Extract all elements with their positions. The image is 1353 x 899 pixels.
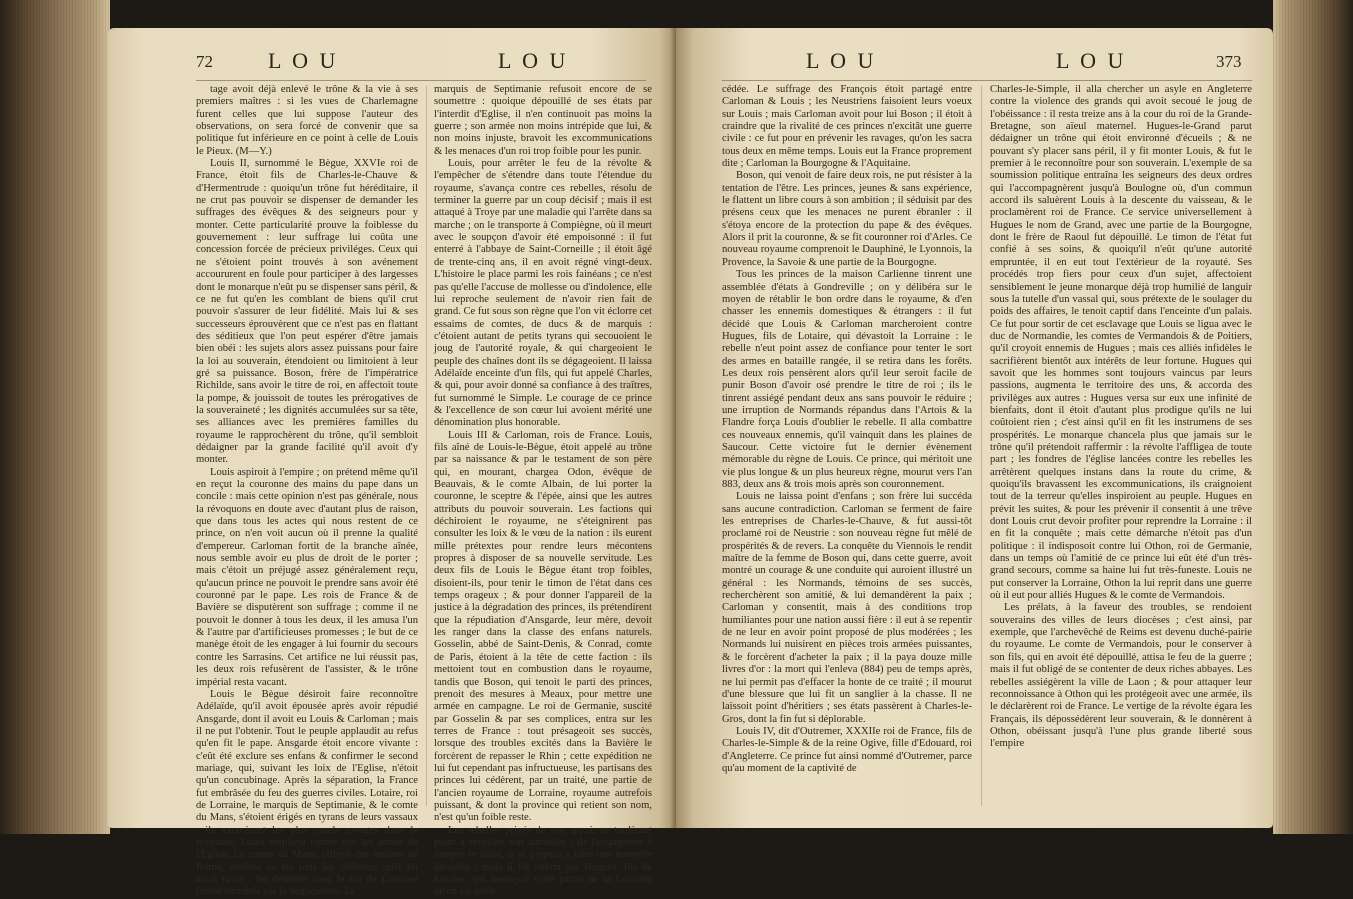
paragraph: Louis III & Carloman, rois de France. Louis, fils aîné de Louis-le-Bègue, étoit appelé au trône par sa naissance & par le testament de son père qui, en mourant, chargea Odon, évêque de Beauvais, & le comte Albain, de lui porter la couronne, le sceptre & l'épée, ainsi que les autres attributs du pouvoir souverain. Les factions qui déchiroient le royaume, ne s'éteignirent pas consulter les loix & le vœu de la nation : ils eurent mille prétextes pour rendre leurs mécontens propres à disposer de sa nouvelle servitude. Les deux fils de Louis le Bègue étant trop foibles, disoient-ils, pour tenir le timon de l'état dans ces temps orageux ; & pour donner l'appareil de la justice à la dégradation des princes, ils prétendirent que la répudiation d'Ansgarde, leur mère, devoit les ranger dans la classe des enfans naturels. Gosselin, abbé de Saint-Denis, & Conrad, comte de Paris, étoient à la tête de cette faction : ils mettoient tout en combustion dans le royaume, tandis que Boson, qui tenoit le parti des princes, prenoit des mesures à Meaux, pour mettre une armée en campagne. Le roi de Germanie, suscité par Gosselin & par ses complices, entra sur les terres de France : tout présageoit ses succès, lorsque des troubles excités dans la Bavière le forcèrent de repasser le Rhin ; cette expédition ne lui fut cependant pas infructueuse, les partisans des princes lui cédèrent, par un traité, une partie de l'ancien royaume de Lorraine, royaume autrefois puissant, & dont la province qui retient son nom, n'est qu'un foible reste.: [434, 429, 652, 824]
paragraph: Les rebelles privés de son appui, ne tardèrent point à réveiller son ambition ; ils l'engagèrent à rompre le traité, il se prépara à faire une nouvelle invasion ; mais il fut retenu par Hugues, fils de Lotaire, qui menaçoit cette partie de la Lorraine qu'on lui avoit: [434, 824, 652, 898]
paragraph: Tous les princes de la maison Carlienne tinrent une assemblée d'états à Gondreville ; on y délibéra sur le moyen de rétablir le bon ordre dans le royaume, & d'en chasser les ennemis domestiques & étrangers : il fut décidé que Louis & Carloman marcheroient contre Hugues, fils de Lotaire, qui dévastoit la Lorraine : le rebelle n'eut point assez de confiance pour tenter le sort des armes en bataille rangée, il se retira dans les forêts. Les deux rois pensèrent alors qu'il leur seroit facile de punir Boson d'avoir osé prendre le titre de roi ; ils le tinrent assiégé pendant deux ans sans pouvoir le réduire ; une irruption de Normands répandus dans l'Artois & la Flandre força Louis d'oublier le rebelle. Il alla combattre ces nouveaux ennemis, qu'il vainquit dans les plaines de Saucour. Cette victoire fut le dernier évènement mémorable du règne de Louis. Ce prince, qui méritoit une vie plus longue & un plus heureux règne, mourut vers l'an 883, deux ans & trois mois après son couronnement.: [722, 269, 972, 490]
paragraph: Louis, pour arrêter le feu de la révolte & l'empêcher de s'étendre dans toute l'étendue du royaume, s'avança contre ces rebelles, résolu de terminer la guerre par un coup décisif ; mais il est attaqué à Troye par une maladie qui l'arrête dans sa marche ; on le transporte à Compiègne, où il meurt avec le soupçon d'avoir été empoisonné : il fut enterré à l'abbaye de Saint-Corneille ; il étoit âgé de trente-cinq ans, il en avoit régné vingt-deux. L'histoire le place parmi les rois fainéans ; ce n'est pas qu'elle l'accuse de mollesse ou d'indolence, elle lui reproche seulement de n'avoir rien fait de grand. Ce fut sous son règne que l'on vit éclorre cet essaims de comtes, de ducs & de marquis : c'étoient autant de petits tyrans qui secouoient le joug de l'autorité royale, & qui chargeoient le peuple des chaînes dont ils se dégageoient. Il laissa Adélaïde enceinte d'un fils, qui fut appelé Charles, & qui, pour avoir donné sa confiance à des traîtres, fut surnommé le Simple. Le courage de ce prince & l'excellence de son cœur lui avoient mérité une dénomination plus honorable.: [434, 158, 652, 429]
left-running-head: [108, 48, 676, 80]
right-page: [676, 28, 1273, 828]
right-column-1: [722, 84, 972, 814]
left-head-title-1: L O U: [268, 48, 339, 73]
paragraph: Boson, qui venoit de faire deux rois, ne put résister à la tentation de l'être. Les princes, jeunes & sans expérience, le flattent un libre cours à son ambition ; il séduisit par des présens ceux que les menaces ne purent ébranler : il s'étoya encore de la protection du pape & des évêques. Alors il prit la couronne, & se fit couronner roi d'Arles. Ce nouveau royaume comprenoit le Dauphiné, le Lyonnois, la Provence, la Savoie & une partie de la Bourgogne.: [722, 170, 972, 268]
left-column-divider: [426, 86, 427, 806]
paragraph: Les prélats, à la faveur des troubles, se rendoient souverains des villes de leurs diocèses ; c'est ainsi, par exemple, que l'archevêché de Reims est devenu duché-pairie du royaume. Le comte de Vermandois, pour le conserver à son fils, qui en avoit été dépouillé, attisa le feu de la guerre ; mais il fut obligé de se contenter de deux riches abbayes. Les rebelles assiégèrent la ville de Laon ; & pour attaquer leur reconnoissance à Othon qui les protégeoit avec une armée, ils le déclarèrent roi de France. Le vertige de la révolte égara les Français, ils dépossédèrent leur souverain, & le donnèrent à Othon, obéissant jusqu'à l'une plus grande liberté sous l'empire: [990, 602, 1252, 750]
paragraph: tage avoit déjà enlevé le trône & la vie à ses premiers maîtres : si les vues de Charlemagne furent celles que lui suppose l'auteur des observations, on sera forcé de convenir que sa politique fut inférieure en ce point à celle de Louis le Pieux. (M—Y.): [196, 84, 418, 157]
right-head-rule: [722, 80, 1252, 81]
paragraph: Louis le Bègue désiroit faire reconnoître Adélaïde, qu'il avoit épousée après avoir répudié Ansgarde, dont il avoit eu Louis & Carloman ; mais il ne put l'obtenir. Tout le peuple applaudit au refus qu'en fit le pape. Ansgarde étoit encore vivante : c'eût été exclure ses enfans & confirmer le second mariage, qui, suivant les loix de l'Eglise, n'étoit qu'un concubinage. Après la séparation, la France fut embrâsée du feu des guerres civiles. Lotaire, roi de Lorraine, le marquis de Septimanie, & le comte du Mans, s'étoient érigés en tyrans de leurs vassaux : ils exercèrent les plus cruels ravages dans le royaume. Louis employa contre eux les armes de l'Eglise. Le comte du Mans, effrayé des foudres de Rome, restitua au roi tous les châteaux qu'il lui avoit ravis : les démêlés avec le roi de Lorraine furent terminés par la négociation. Le: [196, 688, 418, 898]
right-running-head: [676, 48, 1273, 80]
right-page-number: 373: [1216, 52, 1242, 71]
right-head-title-1: L O U: [806, 48, 877, 73]
paragraph: marquis de Septimanie refusoit encore de se soumettre : quoique dépouillé de ses états par l'interdit d'Eglise, il n'en continuoit pas moins la guerre ; son armée non moins intrépide que lui, & non moins injuste, bravoit les excommunications & les menaces d'un roi trop foible pour les punir.: [434, 84, 652, 157]
left-page-edges: [0, 0, 110, 834]
left-column-1: [196, 84, 418, 898]
left-page-number: 72: [196, 52, 213, 71]
left-column-2: [434, 84, 652, 898]
right-head-title-2: L O U: [1056, 48, 1127, 73]
right-column-divider: [981, 86, 982, 806]
right-page-edges: [1273, 0, 1353, 834]
paragraph: Louis IV, dit d'Outremer, XXXIIe roi de France, fils de Charles-le-Simple & de la reine Ogive, fille d'Edouard, roi d'Angleterre. Ce prince fut ainsi nommé d'Outremer, parce qu'au moment de la captivité de: [722, 725, 972, 774]
left-head-title-2: L O U: [498, 48, 569, 73]
left-head-rule: [196, 80, 646, 81]
paragraph: Louis ne laissa point d'enfans ; son frère lui succéda sans aucune contradiction. Carloman se ferment de faire les entreprises de Charles-le-Chauve, & fut aussi-tôt proclamé roi de Neustrie : son nouveau règne fut mêlé de prospérités & de revers. La conquête du Viennois le rendit maître de la femme de Boson qui, dans cette guerre, avoit montré un courage & une conduite qui auroient illustré un général : les Normands, témoins de ses succès, recherchèrent son amitié, & lui demandèrent la paix ; Carloman y consentit, mais à des conditions trop humiliantes pour une nation aussi fière : il eut à se repentir de ne leur en avoir point proposé de plus modérées ; les Normands lui nuisirent en pièces trois armées puissantes, & le forcèrent d'acheter la paix ; il la paya douze mille livres d'or : la mort qui l'enleva (884) peu de temps après, ne lui permit pas d'effacer la honte de ce traité ; il mourut d'une blessure que lui fit un sanglier à la chasse. Il ne laissoit point d'héritiers ; ses états passèrent à Charles-le-Gros, dont la fin fut si déplorable.: [722, 491, 972, 725]
paragraph: Louis II, surnommé le Bègue, XXVIe roi de France, étoit fils de Charles-le-Chauve & d'Hermentrude : quoiqu'un trône fut héréditaire, il ne crut pas pouvoir se dispenser de demander les suffrages des évêques & des seigneurs pour y monter. Cette particularité prouve la foiblesse du gouvernement : leur suffrage lui coûta une concession forcée de précieux priviléges. Ceux qui ne s'étoient point trouvés à son avénement accoururent en foule pour participer à des largesses dont le monarque n'eût pu se dispenser sans péril, & ce ne fut qu'en les comblant de biens qu'il crut pouvoir s'assurer de leur fidélité. Mais lui & ses successeurs éprouvèrent que ce n'est pas en flattant des séditieux que l'on peut espérer d'être jamais bien obéi : les sujets alors assez puissans pour faire la loi au souverain, étendoient ou limitoient à leur gré sa puissance. Boson, frère de l'impératrice Richilde, sans avoir le titre de roi, en affectoit toute la pompe, & jouissoit de toutes les prérogatives de la souveraineté ; les dignités accumulées sur sa tête, ses alliances avec les premières familles du royaume le rapprochèrent du trône, qu'il sembloit dédaigner par la grande facilité qu'il avoit d'y monter.: [196, 158, 418, 466]
left-page: [108, 28, 676, 898]
right-column-2: [990, 84, 1252, 814]
paragraph: Charles-le-Simple, il alla chercher un asyle en Angleterre contre la violence des grands qui avoit secoué le joug de l'obéissance : il resta treize ans à la cour du roi de la Grande-Bretagne, son aïeul maternel. Hugues-le-Grand parut dédaigner un trône qui étoit environné d'écueils ; & ne pouvant s'y placer sans péril, il y fit monter Louis, & fut le premier à le reconnoître pour son souverain. L'exemple de sa soumission politique entraîna les seigneurs des deux ordres qui l'accompagnèrent jusqu'à Boulogne où, d'un commun accord ils saluèrent Louis à la descente du vaisseau, & le proclamèrent roi de France. Ce service universellement à Hugues le nom de Grand, avec une partie de la Bourgogne, dont le frère de Raoul fut dépouillé. Le timon de l'état fut confié à ses soins, & quoiqu'il n'eût qu'une autorité empruntée, il en eut tout l'extérieur de la royauté. Ses procédés trop fiers pour ceux d'un sujet, affectoient sensiblement le jeune monarque déjà trop humilié de languir sous la tutelle d'un vassal qui, sous prétexte de le soulager du poids des affaires, le tenoit captif dans l'enceinte d'un palais. Ce fut pour sortir de cet esclavage que Louis se ligua avec le duc de Normandie, les comtes de Vermandois & de Poitiers, qu'il croyoit ennemis de Hugues ; mais ces alliés infidèles le sacrifièrent bientôt aux intérêts de leur fortune. Hugues qui savoit que les hommes sont toujours vaincus par leurs passions, augmenta le territoire des uns, & accorda des privilèges aux autres : Hugues versa sur eux une infinité de bienfaits, dont il étoit d'autant plus prodigue qu'ils ne lui coûtoient rien ; c'est ainsi qu'il en fit les instrumens de ses prospérités. Le monarque chancela plus que jamais sur le trône qu'il prétendoit raffermir : la révolte l'affligea de toute part ; les fondres de l'église lancées contre les rebelles les arrêtèrent quelques instans dans la route du crime, & quoiqu'ils bravassent les excommunications, ils craignoient tout de la terreur qu'elles inspiroient au peuple. Hugues en prévit les suites, & pour les prévenir il consentit à une trêve dont Louis crut devoir profiter pour reprendre la Lorraine : il en fit la conquête ; mais cette démarche n'étoit pas d'un politique : il indisposoit contre lui Othon, roi de Germanie, dans un temps où l'amitié de ce prince lui eût été d'un très-grand secours, comme sa haine lui fut très-funeste. Louis ne put conserver la Lorraine, Othon la lui reprit dans une guerre où il eut pour alliés Hugues & le comte de Vermandois.: [990, 84, 1252, 602]
paragraph: cédée. Le suffrage des François étoit partagé entre Carloman & Louis ; les Neustriens faisoient leurs voeux sur Louis ; mais Carloman avoit pour lui Boson ; il étoit à craindre que la rivalité de ces princes n'excitât une guerre civile : ce fut pour en prévenir les ravages, qu'on les sacra tous deux en même temps. Louis eut la France proprement dite ; Carloman la Bourgogne & l'Aquitaine.: [722, 84, 972, 170]
paragraph: Louis aspiroit à l'empire ; on prétend même qu'il en reçut la couronne des mains du pape dans un concile : mais cette opinion n'est pas générale, nous la révoquons en doute avec d'autant plus de raison, que dans tous les actes qui nous restent de ce prince, on n'en voit aucun où il prenne la qualité d'empereur. Carloman fortit de la branche aînée, nous semble avoir eu plus de droit de le porter ; mais c'étoit un préjugé assez généralement reçu, qu'aucun prince ne pouvoit le prendre sans avoir été couronné par le pape. Les rois de France & de Bavière se disputèrent son suffrage ; comme il ne pouvoit le donner à tous les deux, il les amusa l'un & l'autre par d'artificieuses promesses ; le but de ce manège étoit de les engager à lui fournir du secours contre les Sarrasins. Cet artifice ne lui réussit pas, les deux rois refusèrent de l'assister, & le trône impérial resta vacant.: [196, 466, 418, 688]
